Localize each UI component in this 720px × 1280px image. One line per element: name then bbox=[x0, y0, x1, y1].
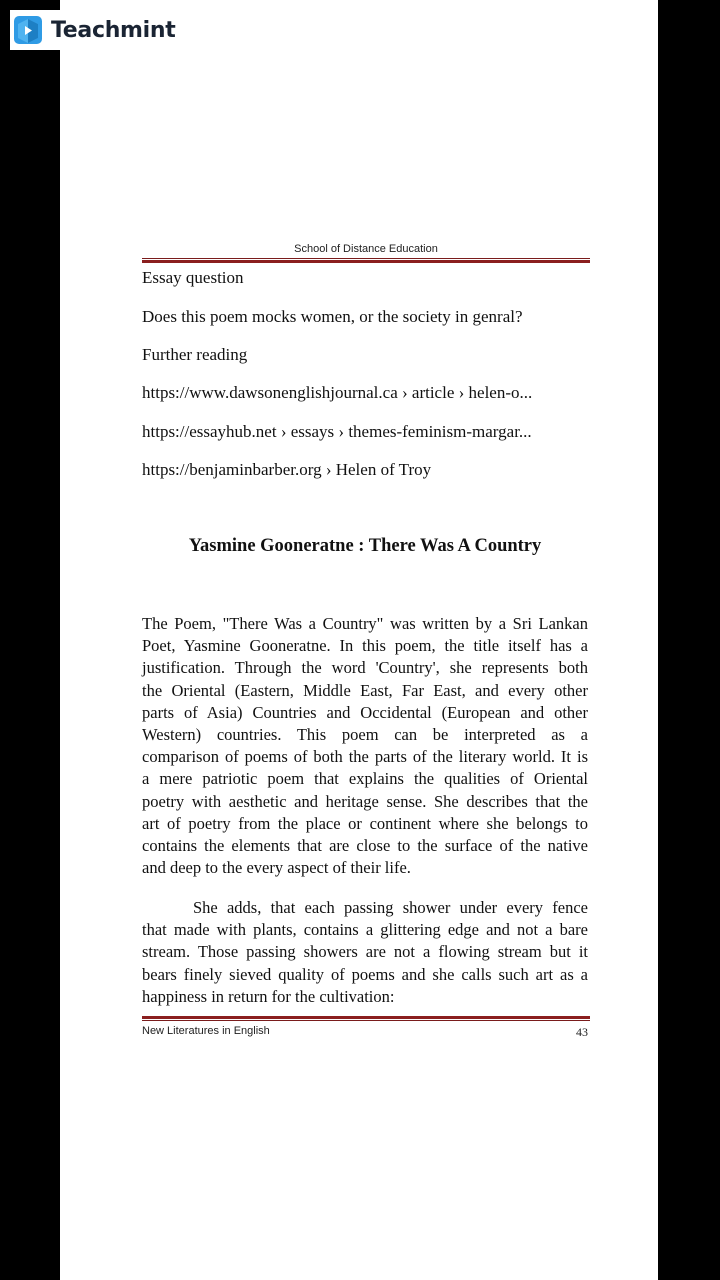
paragraph-1 bbox=[142, 613, 588, 879]
footer-title: New Literatures in English bbox=[142, 1025, 270, 1037]
reading-link[interactable]: https://essayhub.net › essays › themes-feminism-margar... bbox=[142, 422, 532, 441]
reading-link[interactable]: https://benjaminbarber.org › Helen of Troy bbox=[142, 460, 432, 479]
paragraph-line: She adds, that each passing shower under every fence bbox=[193, 898, 588, 917]
paragraph-line: The Poem, "There Was a Country" was written by a Sri Lankan bbox=[142, 614, 588, 633]
brand-name: Teachmint bbox=[51, 17, 176, 43]
paragraph-line: a mere patriotic poem that explains the qualities of Oriental bbox=[142, 769, 588, 789]
paragraph-line: and deep to the every aspect of their life. bbox=[142, 858, 411, 878]
paragraph-line: Western) countries. This poem can be interpreted as a bbox=[142, 724, 588, 744]
section-title: Yasmine Gooneratne : There Was A Country bbox=[188, 536, 542, 556]
page-number: 43 bbox=[576, 1025, 588, 1039]
paragraph-line: the Oriental (Eastern, Middle East, Far East, and every other bbox=[142, 680, 588, 700]
teachmint-logo-icon bbox=[12, 14, 44, 46]
paragraph-line: Poet, Yasmine Gooneratne. In this poem, the title itself has a bbox=[142, 636, 588, 656]
paragraph-2 bbox=[142, 897, 588, 1008]
teachmint-logo bbox=[10, 10, 186, 50]
reading-link[interactable]: https://www.dawsonenglishjournal.ca › article › helen-o... bbox=[142, 383, 533, 402]
page-header: School of Distance Education bbox=[294, 243, 438, 255]
footer-rule bbox=[142, 1016, 590, 1021]
paragraph-line: bears finely sieved quality of poems and she calls such art as a bbox=[142, 964, 588, 984]
paragraph-line: poetry with aesthetic and heritage sense. She describes that the bbox=[142, 791, 588, 811]
paragraph-line: stream. Those passing showers are not a flowing stream but it bbox=[142, 942, 588, 962]
paragraph-line: parts of Asia) Countries and Occidental (European and other bbox=[142, 702, 588, 722]
further-reading-heading: Further reading bbox=[142, 345, 248, 364]
paragraph-line: contains the elements that are close to the surface of the native bbox=[142, 835, 588, 855]
paragraph-line: justification. Through the word 'Country', she represents both bbox=[142, 658, 588, 678]
paragraph-line: that made with plants, contains a glittering edge and not a bare bbox=[142, 920, 588, 940]
essay-heading: Essay question bbox=[142, 268, 244, 287]
paragraph-line: happiness in return for the cultivation: bbox=[142, 986, 395, 1006]
essay-question: Does this poem mocks women, or the society in genral? bbox=[142, 307, 523, 326]
paragraph-line: art of poetry from the place or continent where she belongs to bbox=[142, 813, 588, 833]
paragraph-line: comparison of poems of both the parts of the literary world. It is bbox=[142, 747, 588, 767]
header-rule bbox=[142, 258, 590, 263]
